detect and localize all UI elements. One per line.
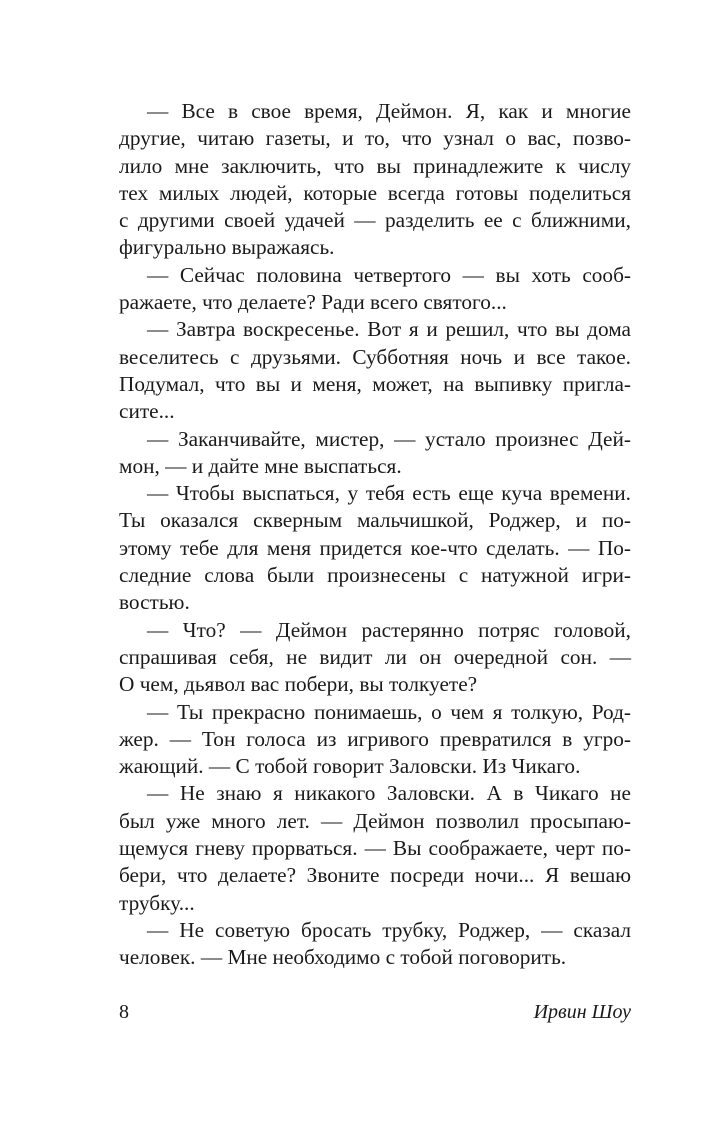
text-line: лило мне заключить, что вы принадлежите к числу [119,153,631,178]
text-line: с другими своей удачей — разделить ее с ближними, [119,208,631,233]
text-line: жающий. — С тобой говорит Заловски. Из Чикаго. [119,754,581,779]
text-line: — Все в свое время, Деймон. Я, как и многие [147,99,631,123]
text-line: — Завтра воскресенье. Вот я и решил, что вы дома [147,317,631,342]
text-line: О чем, дьявол вас побери, вы толкуете? [119,672,478,697]
text-line: веселитесь с друзьями. Субботняя ночь и все такое. [119,344,631,369]
text-line: следние слова были произнесены с натужной игри- [119,563,631,588]
text-line: — Сейчас половина четвертого — вы хоть сооб- [147,262,631,287]
text-line: спрашивая себя, не видит ли он очередной сон. — [119,644,631,669]
page-number: 8 [119,1001,129,1023]
text-line: — Чтобы выспаться, у тебя есть еще куча времени. [147,481,631,506]
text-line: ражаете, что делаете? Ради всего святого... [119,290,507,315]
text-line: — Не знаю я никакого Заловски. А в Чикаго не [147,781,631,806]
text-line: другие, читаю газеты, и то, что узнал о вас, позво- [119,126,631,151]
text-line: сите... [119,399,175,424]
text-line: человек. — Мне необходимо с тобой поговорить. [119,945,567,970]
text-line: — Заканчивайте, мистер, — устало произнес Дей- [147,426,631,451]
text-line: востью. [119,590,190,615]
text-line: бери, что делаете? Звоните посреди ночи... Я вешаю [119,863,631,888]
page-footer [119,998,631,1026]
text-line: этому тебе для меня придется кое-что сделать. — По- [119,535,631,560]
text-line: щемуся гневу прорваться. — Вы соображаете, черт по- [119,836,631,861]
text-line: — Не советую бросать трубку, Роджер, — сказал [147,917,631,942]
text-line: трубку... [119,890,195,915]
text-line: Подумал, что вы и меня, может, на выпивку пригла- [119,371,631,396]
text-line: — Что? — Деймон растерянно потряс головой, [147,617,631,642]
page-body [119,98,631,972]
text-line: жер. — Тон голоса из игривого превратился в угро- [119,726,631,751]
text-line: тех милых людей, которые всегда готовы поделиться [119,180,631,205]
text-line: — Ты прекрасно понимаешь, о чем я толкую, Род- [147,699,631,724]
running-footer-author: Ирвин Шоу [533,1001,631,1023]
text-line: Ты оказался скверным мальчишкой, Роджер, и по- [119,508,631,533]
text-line: был уже много лет. — Деймон позволил просыпаю- [119,808,631,833]
text-line: фигурально выражаясь. [119,235,335,260]
text-line: мон, — и дайте мне выспаться. [119,453,402,478]
